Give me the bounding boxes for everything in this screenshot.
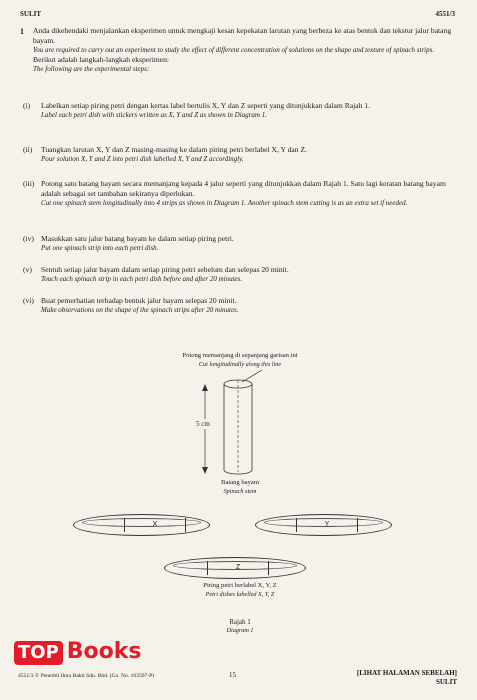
step-malay: Sentuh setiap jalur bayam dalam setiap piring petri sebelum dan selepas 20 minit. <box>41 265 289 274</box>
footer-copyright: 4551/3 © Penerbit Ilmu Bakti Sdn. Bhd. (Co. No. 163597-P) <box>18 673 155 679</box>
step-malay: Potong satu batang bayam secara memanjang kepada 4 jalur seperti yang ditunjukkan dalam Rajah 1. Satu lagi keratan batang bayam adalah sebagai set tambahan sekiranya diperlukan. <box>41 179 446 198</box>
step-english: Touch each spinach strip in each petri dish before and after 20 minutes. <box>41 275 243 283</box>
step-number: (vi) <box>23 296 34 305</box>
cut-caption-malay: Potong memanjang di sepanjang garisan ini <box>182 352 298 359</box>
step-6 <box>23 296 453 315</box>
step-malay: Masukkan satu jalur batang bayam ke dalam setiap piring petri. <box>41 234 234 243</box>
intro-english: You are required to carry out an experiment to study the effect of different concentration of solutions on the shape and texture of spinach strips. <box>33 46 435 54</box>
next-page-notice: [LIHAT HALAMAN SEBELAH] <box>356 669 457 677</box>
step-number: (v) <box>23 265 32 274</box>
cut-caption-english: Cut longitudinally along this line <box>198 361 282 368</box>
step-1 <box>23 101 453 120</box>
step-4 <box>23 234 453 253</box>
step-english: Cut one spinach stem longitudinally into 4 strips as shown in Diagram 1. Another spinach stem cutting is as an extra set if needed. <box>41 199 408 207</box>
logo-top: TOP <box>14 641 63 665</box>
step-5 <box>23 265 453 284</box>
dishes-caption-malay: Piring petri berlabel X, Y, Z <box>203 582 277 589</box>
step-malay: Buat pemerhatian terhadap bentuk jalur bayam selepas 20 minit. <box>41 296 237 305</box>
step-english: Label each petri dish with stickers written as X, Y and Z as shown in Diagram 1. <box>41 111 267 119</box>
step-number: (ii) <box>23 145 33 154</box>
question-intro <box>33 26 458 74</box>
dish-label-z: Z <box>207 561 269 575</box>
page-number: 15 <box>229 671 236 679</box>
step-3 <box>23 179 453 208</box>
petri-dish-y <box>255 514 392 536</box>
petri-dish-z <box>164 557 306 579</box>
arrow-head-up <box>202 384 208 391</box>
length-label: 5 cm <box>196 420 210 428</box>
topbooks-logo <box>14 637 204 667</box>
logo-books: Books <box>66 639 142 664</box>
question-number: 1 <box>20 27 24 36</box>
steps-heading-english: The following are the experimental steps: <box>33 65 150 73</box>
step-number: (iv) <box>23 234 34 243</box>
diagram-title-malay: Rajah 1 <box>229 618 251 626</box>
step-2 <box>23 145 453 164</box>
dishes-caption-english: Petri dishes labelled X, Y, Z <box>205 591 275 598</box>
step-malay: Labelkan setiap piring petri dengan kertas label bertulis X, Y dan Z seperti yang ditunjukkan dalam Rajah 1. <box>41 101 371 110</box>
diagram-title-english: Diagram 1 <box>226 627 254 634</box>
step-malay: Tuangkan larutan X, Y dan Z masing-masing ke dalam piring petri berlabel X, Y dan Z. <box>41 145 307 154</box>
dish-label-y: Y <box>296 518 358 532</box>
header-paper-code: 4551/3 <box>435 10 455 18</box>
petri-dish-x <box>73 514 210 536</box>
stem-caption-english: Spinach stem <box>223 488 257 495</box>
arrow-head-down <box>202 467 208 474</box>
intro-malay: Anda dikehendaki menjalankan eksperimen untuk mengkaji kesan kepekatan larutan yang berbeza ke atas bentuk dan tekstur jalur batang bayam. <box>33 26 452 45</box>
step-number: (iii) <box>23 179 35 188</box>
step-english: Put one spinach strip into each petri dish. <box>41 244 159 252</box>
dish-label-x: X <box>124 518 186 532</box>
steps-heading-malay: Berikut adalah langkah-langkah eksperimen: <box>33 55 170 64</box>
step-number: (i) <box>23 101 31 110</box>
step-english: Pour solution X, Y and Z into petri dish labelled X, Y and Z accordingly. <box>41 155 244 163</box>
step-english: Make observations on the shape of the spinach strips after 20 minutes. <box>41 306 239 314</box>
header-sulit: SULIT <box>20 10 42 18</box>
stem-caption-malay: Batang bayam <box>221 479 259 486</box>
footer-sulit: SULIT <box>435 678 457 686</box>
